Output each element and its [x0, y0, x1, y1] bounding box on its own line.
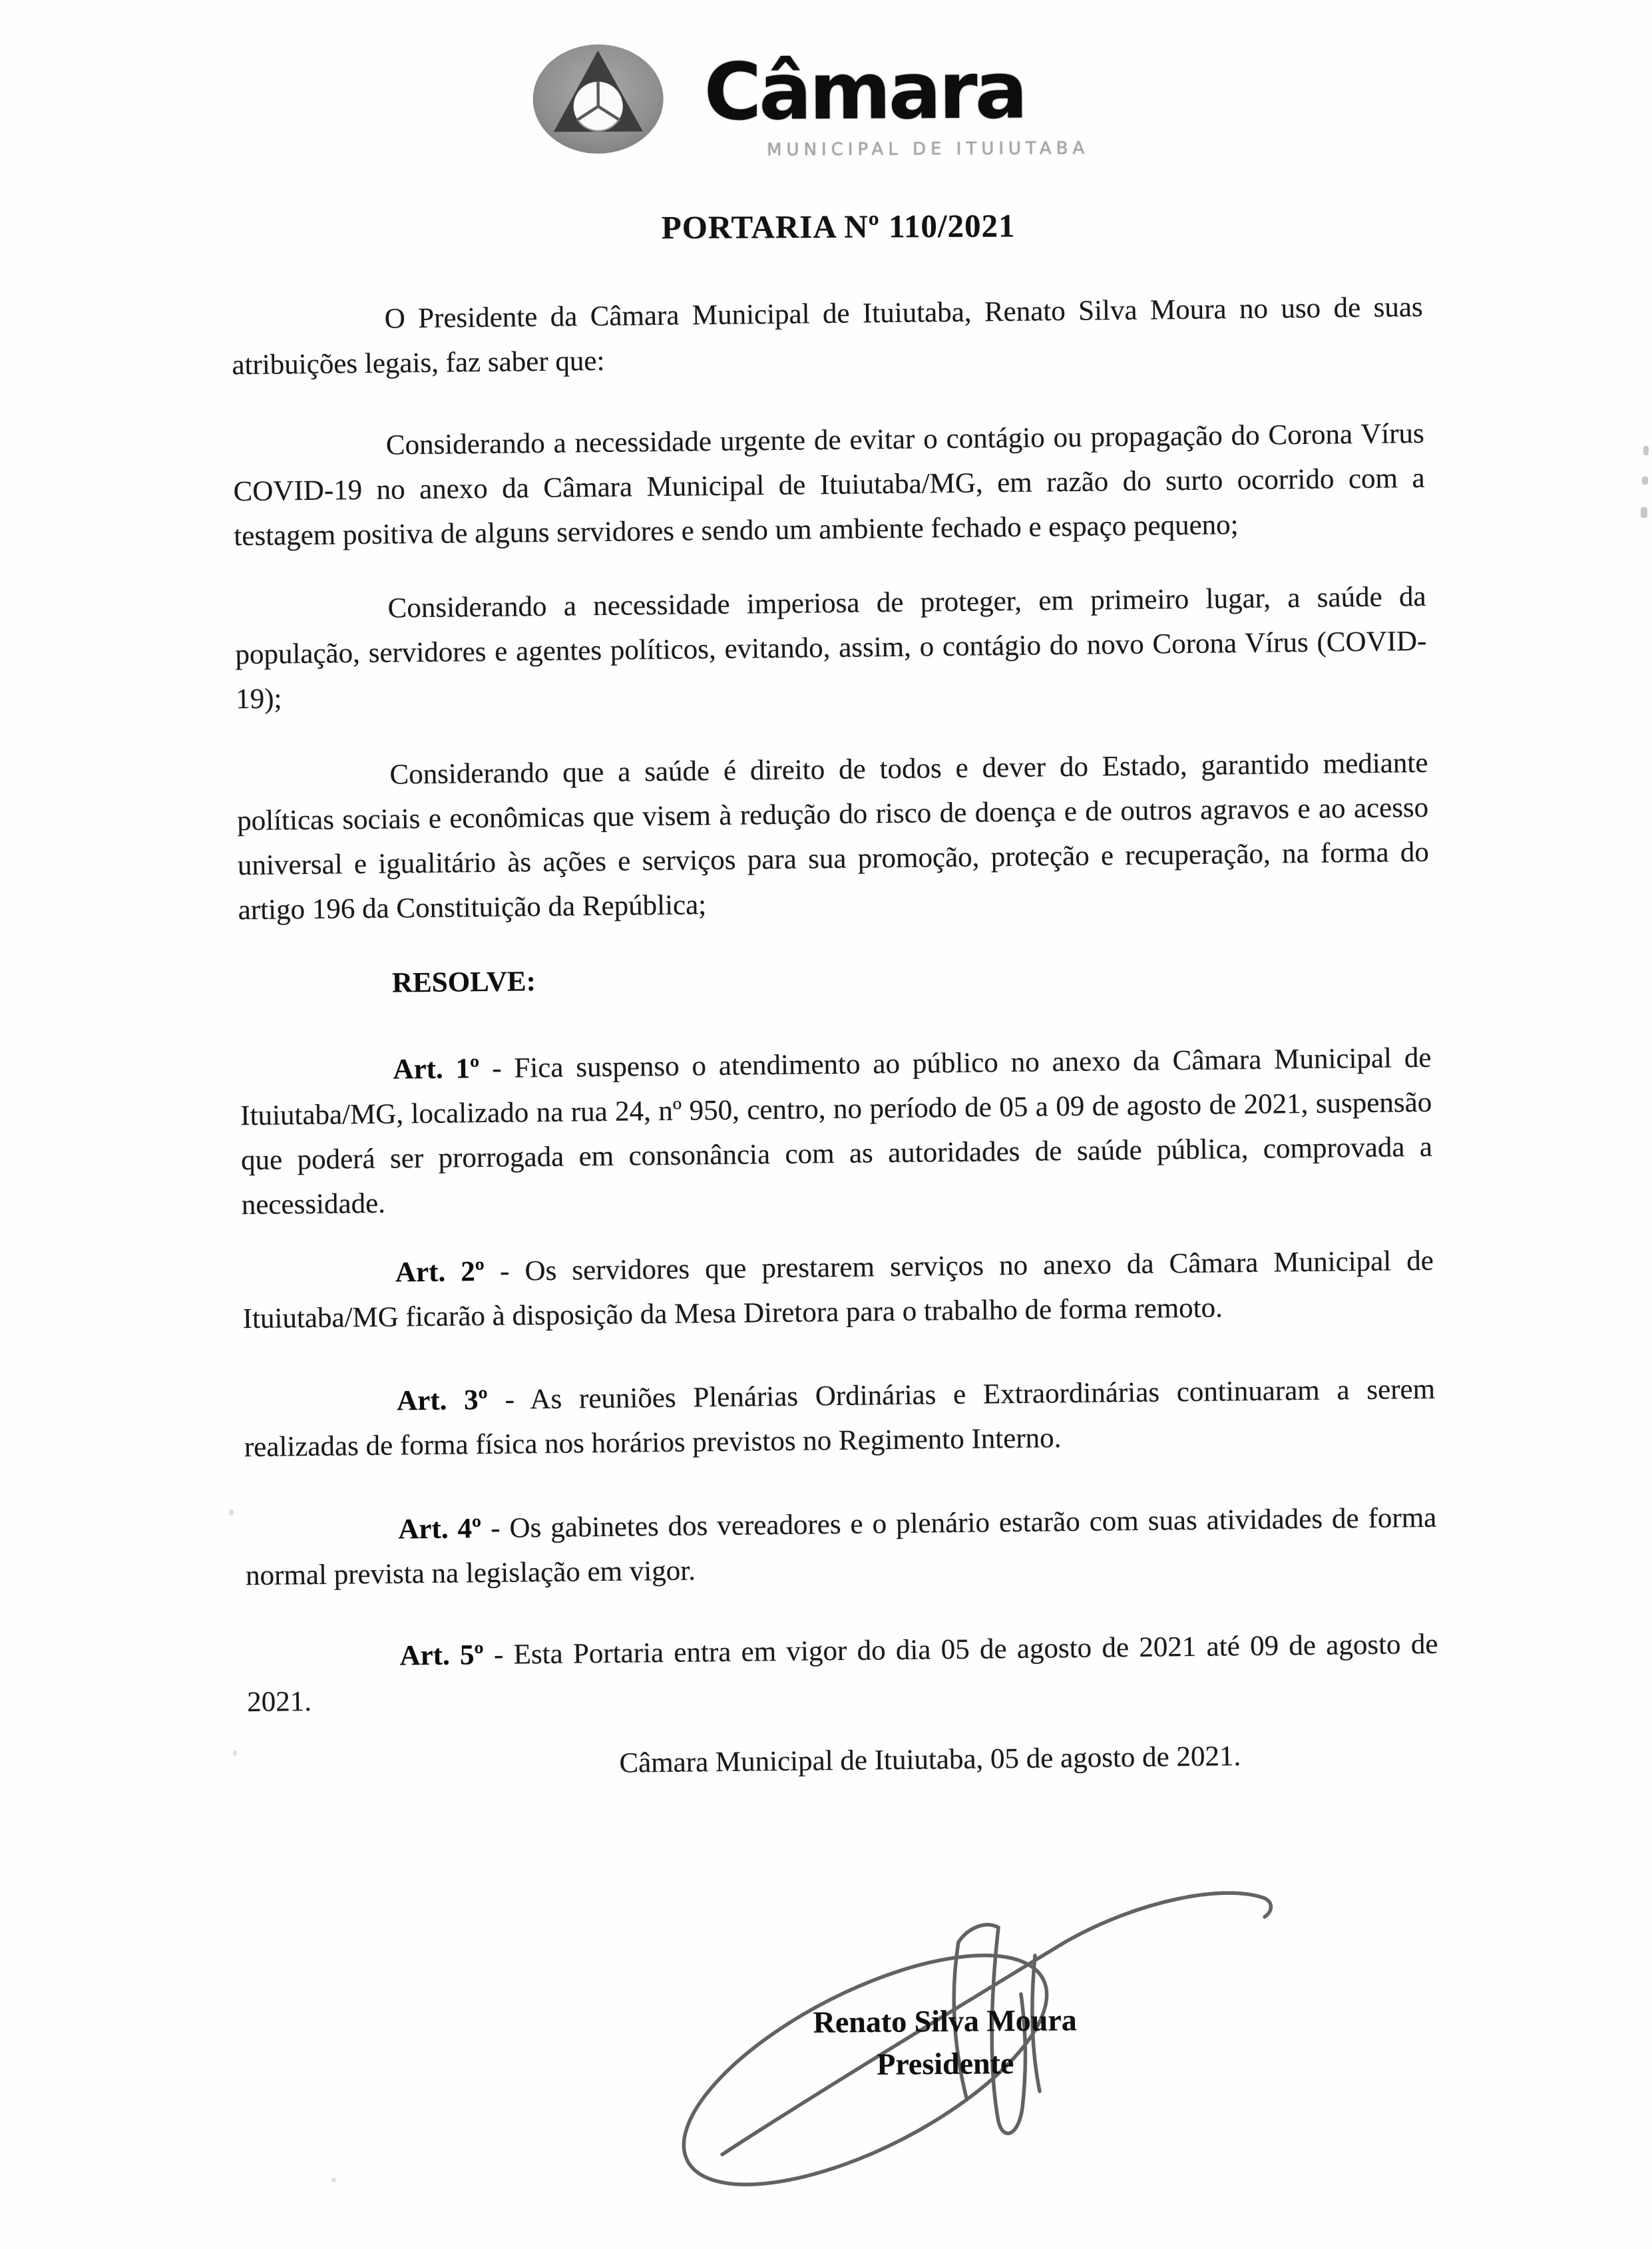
- article-text: - Os servidores que prestarem serviços no anexo da Câmara Municipal de Ituiutaba/MG ficarão à disposição da Mesa Diretora para o trabalho de forma remoto.: [242, 1245, 1434, 1335]
- signature-block: [665, 1997, 1225, 2087]
- article-paragraph: [240, 1036, 1433, 1227]
- considerando-paragraph: Considerando a necessidade imperiosa de proteger, em primeiro lugar, a saúde da população, servidores e agentes políticos, evitando, assim, o contágio do novo Corona Vírus (COVID-19);: [235, 580, 1427, 716]
- considerando-paragraph: Considerando a necessidade urgente de evitar o contágio ou propagação do Corona Vírus COVID-19 no anexo da Câmara Municipal de Ituiutaba/MG, em razão do surto ocorrido com a testagem positiva de alguns servidores e sendo um ambiente fechado e espaço pequeno;: [233, 417, 1425, 552]
- brand-subtitle: MUNICIPAL DE ITUIUTABA: [767, 138, 1090, 160]
- brand-wordmark: Câmara: [704, 44, 1026, 138]
- article-label: Art. 2º: [395, 1256, 485, 1289]
- camara-emblem-icon: [530, 42, 666, 156]
- scan-artifact: [1641, 507, 1647, 518]
- document-title: PORTARIA Nº 110/2021: [661, 207, 1016, 246]
- preamble-paragraph: O Presidente da Câmara Municipal de Ituiutaba, Renato Silva Moura no uso de suas atribuições legais, faz saber que:: [232, 291, 1423, 381]
- article-paragraph: [242, 1239, 1434, 1341]
- article-text: - As reuniões Plenárias Ordinárias e Extraordinárias continuaram a serem realizadas de forma física nos horários previstos no Regimento Interno.: [244, 1373, 1436, 1464]
- article-paragraph: [245, 1496, 1437, 1598]
- article-text: - Esta Portaria entra em vigor do dia 05 de agosto de 2021 até 09 de agosto de 2021.: [247, 1628, 1438, 1719]
- resolve-heading: RESOLVE:: [391, 966, 536, 999]
- scan-artifact: [1642, 477, 1648, 485]
- article-label: Art. 5º: [399, 1639, 484, 1672]
- scan-artifact: [229, 1510, 234, 1516]
- signature-role: Presidente: [876, 2046, 1014, 2081]
- article-text: - Fica suspenso o atendimento ao público no anexo da Câmara Municipal de Ituiutaba/MG, localizado na rua 24, nº 950, centro, no período de 05 a 09 de agosto de 2021, suspensão que poderá ser prorrogada em consonância com as autoridades de saúde pública, comprovada a necessidade.: [240, 1042, 1433, 1221]
- document-header: [0, 0, 1652, 284]
- dateline: Câmara Municipal de Ituiutaba, 05 de agosto de 2021.: [619, 1740, 1241, 1779]
- scan-artifact: [331, 2178, 336, 2182]
- signature-name: Renato Silva Moura: [813, 2003, 1077, 2039]
- article-label: Art. 1º: [393, 1053, 480, 1086]
- considerando-paragraph: Considerando que a saúde é direito de todos e dever do Estado, garantido mediante políticas sociais e econômicas que visem à redução do risco de doença e de outros agravos e ao acesso universal e igualitário às ações e serviços para sua promoção, proteção e recuperação, na forma do artigo 196 da Constituição da República;: [236, 747, 1430, 926]
- document-body: [231, 285, 1439, 1790]
- article-paragraph: [244, 1367, 1436, 1470]
- article-label: Art. 3º: [396, 1384, 489, 1417]
- scan-artifact: [233, 1750, 237, 1756]
- article-paragraph: [246, 1622, 1438, 1725]
- scan-artifact: [1643, 446, 1649, 455]
- article-text: - Os gabinetes dos vereadores e o plenário estarão com suas atividades de forma normal prevista na legislação em vigor.: [245, 1502, 1437, 1592]
- article-label: Art. 4º: [398, 1513, 482, 1545]
